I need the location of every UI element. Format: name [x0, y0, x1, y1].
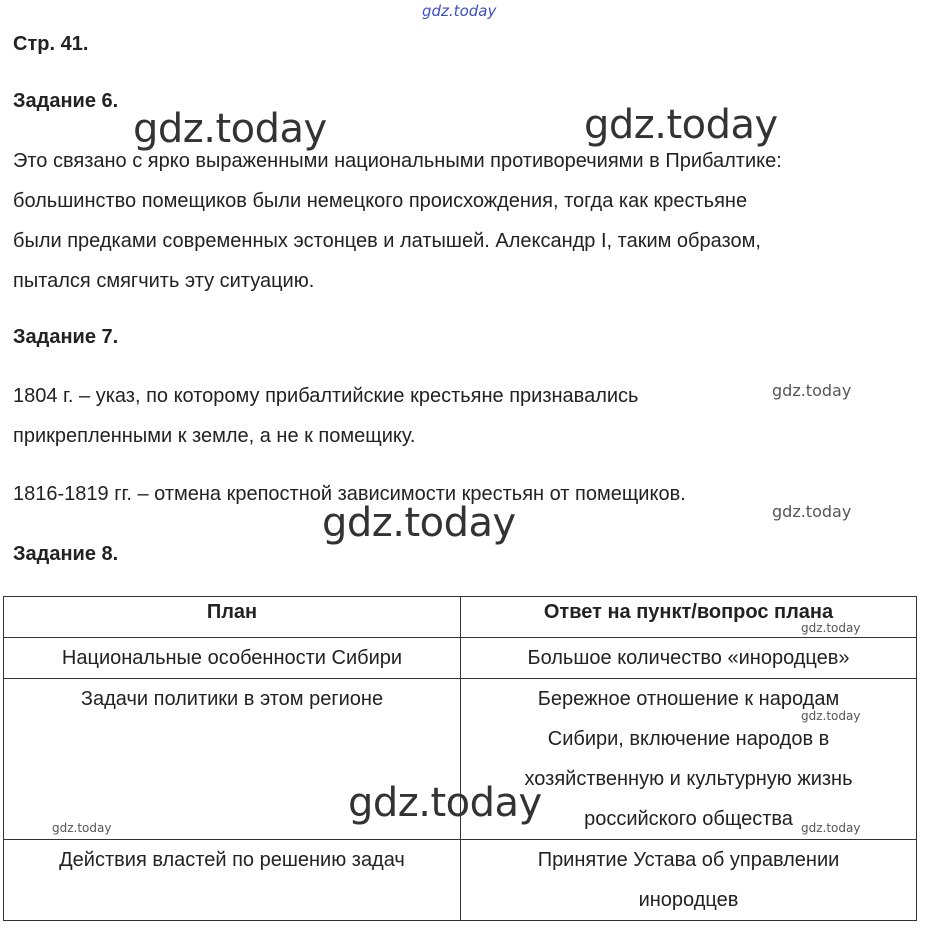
answer-line: инородцев [638, 889, 739, 911]
task6-line: пытался смягчить эту ситуацию. [13, 270, 315, 292]
task6-line: большинство помещиков были немецкого происхождения, тогда как крестьяне [13, 190, 748, 212]
plan-cell: Национальные особенности Сибири [4, 638, 461, 679]
task8-heading: Задание 8. [13, 543, 119, 565]
watermark-small: gdz.today [801, 709, 861, 723]
table-row [4, 840, 917, 921]
watermark-large: gdz.today [322, 500, 516, 546]
task6-line: Это связано с ярко выраженными национальными противоречиями в Прибалтике: [13, 150, 782, 172]
answer-line: хозяйственную и культурную жизнь [524, 768, 853, 790]
page-label: Стр. 41. [13, 33, 89, 55]
answer-line: Большое количество «инородцев» [527, 647, 850, 669]
answer-line: российского общества [584, 808, 793, 830]
table-row [4, 638, 917, 679]
watermark-large: gdz.today [133, 106, 327, 152]
answer-line: Сибири, включение народов в [547, 728, 830, 750]
task6-heading: Задание 6. [13, 90, 119, 112]
plan-cell: Действия властей по решению задач [4, 840, 461, 921]
table-header-row [4, 597, 917, 638]
task7-item1-line: 1804 г. – указ, по которому прибалтийские крестьяне признавались [13, 385, 639, 407]
watermark-small: gdz.today [801, 621, 861, 635]
watermark-small: gdz.today [772, 502, 852, 521]
watermark-small: gdz.today [772, 381, 852, 400]
task6-line: были предками современных эстонцев и латышей. Александр I, таким образом, [13, 230, 761, 252]
watermark-small: gdz.today [52, 821, 112, 835]
header-plan: План [4, 597, 461, 638]
watermark-small: gdz.today [801, 821, 861, 835]
task7-heading: Задание 7. [13, 326, 119, 348]
watermark-large: gdz.today [584, 102, 778, 148]
plan-cell: Задачи политики в этом регионе [4, 679, 461, 840]
plan-table [3, 596, 917, 921]
watermark-large: gdz.today [348, 780, 542, 826]
answer-line: Принятие Устава об управлении [537, 849, 840, 871]
answer-cell [461, 638, 917, 679]
task7-item1-line: прикрепленными к земле, а не к помещику. [13, 425, 416, 447]
answer-cell [461, 840, 917, 921]
watermark-top: gdz.today [422, 2, 497, 20]
header-answer: Ответ на пункт/вопрос плана [461, 597, 917, 638]
task7-item2: 1816-1819 гг. – отмена крепостной зависимости крестьян от помещиков. [13, 483, 686, 505]
answer-line: Бережное отношение к народам [537, 688, 840, 710]
